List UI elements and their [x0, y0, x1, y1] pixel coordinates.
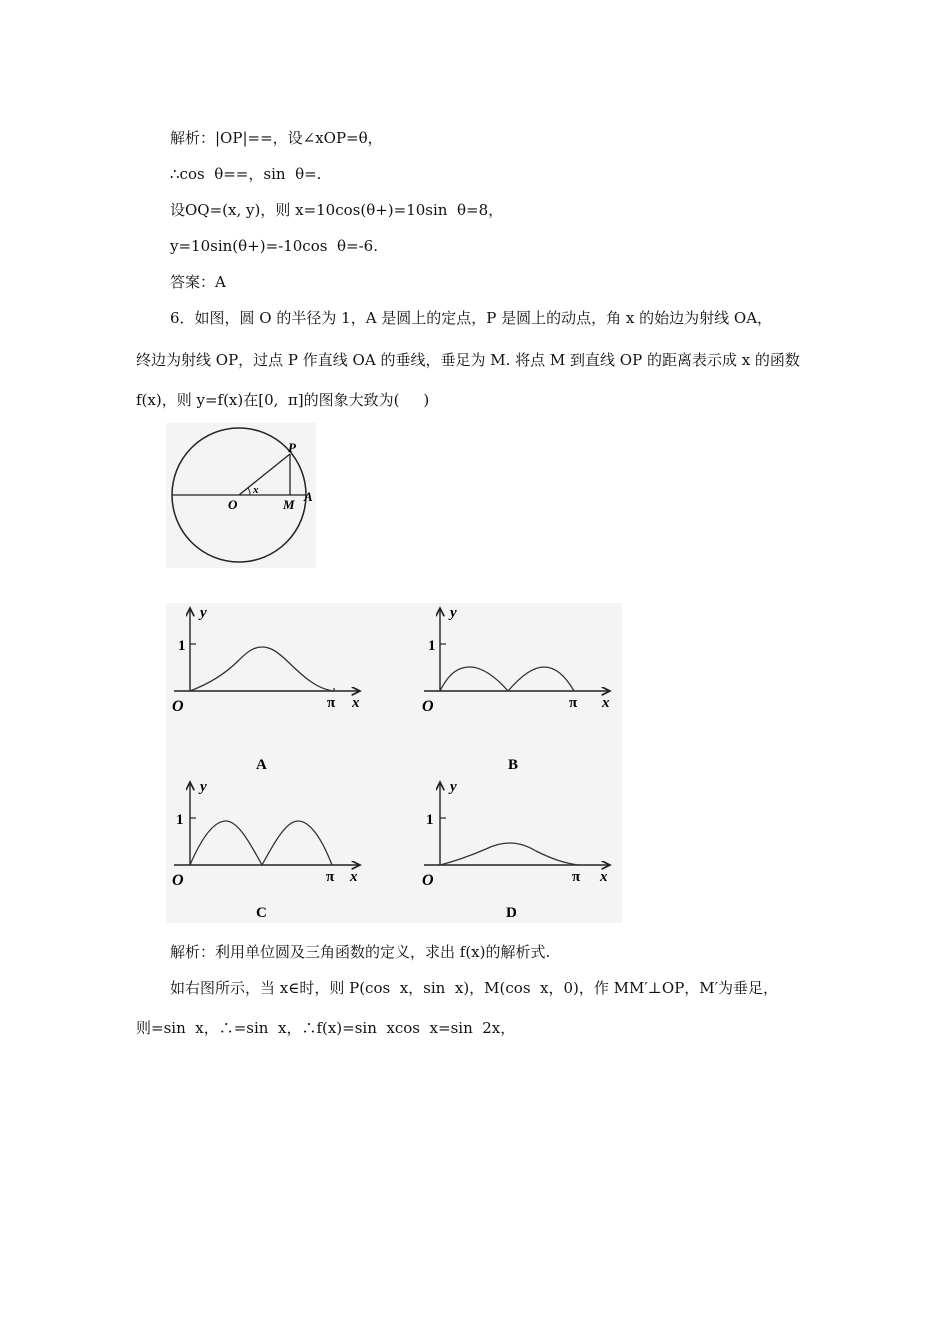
graph-c-x-label: x [350, 869, 358, 885]
label-x: x [253, 484, 259, 496]
graph-b-one-label: 1 [428, 638, 436, 654]
graph-c-one-label: 1 [176, 812, 184, 828]
graph-a-origin-label: O [172, 698, 184, 715]
graph-c-pi-label: π [326, 869, 335, 885]
solution-line-1: 解析：|OP|==，设∠xOP=θ， [170, 129, 383, 147]
graph-a-pi-label: π [327, 695, 336, 711]
graph-a [172, 605, 360, 773]
graph-c-curve [190, 821, 332, 865]
label-m: M [283, 497, 295, 512]
solution-line-2: ∴cos θ==，sin θ=. [170, 165, 322, 183]
graph-b-y-label: y [450, 605, 457, 621]
label-a: A [304, 489, 313, 504]
label-o: O [228, 497, 238, 512]
unit-circle-figure [166, 423, 316, 568]
graph-a-x-label: x [352, 695, 360, 711]
graph-b-option-label: B [508, 757, 519, 773]
graph-d-one-label: 1 [426, 812, 434, 828]
analysis-line-2: 如右图所示，当 x∈时，则 P(cos x，sin x)，M(cos x，0)，作 MM′⊥OP，M′为垂足， [170, 979, 779, 997]
graph-b-pi-label: π [569, 695, 578, 711]
graph-d-origin-label: O [422, 872, 434, 889]
graph-c-option-label: C [256, 905, 267, 921]
analysis-line-3: 则=sin x，∴=sin x，∴f(x)=sin xcos x=sin 2x， [136, 1019, 516, 1037]
graph-b-x-label: x [602, 695, 610, 711]
graph-b-curve [440, 667, 574, 691]
graph-d-option-label: D [506, 905, 517, 921]
option-graphs [166, 603, 622, 923]
graph-d-x-label: x [600, 869, 608, 885]
graph-c [172, 779, 360, 921]
graph-d-pi-label: π [572, 869, 581, 885]
analysis-line-1: 解析：利用单位圆及三角函数的定义，求出 f(x)的解析式. [170, 943, 551, 961]
graph-a-one-label: 1 [178, 638, 186, 654]
graph-c-y-label: y [200, 779, 207, 795]
graph-d-curve [440, 843, 578, 865]
question-6-line-2: 终边为射线 OP，过点 P 作直线 OA 的垂线，垂足为 M. 将点 M 到直线 OP 的距离表示成 x 的函数 [136, 351, 800, 369]
graph-a-curve [190, 647, 334, 691]
label-p: P [288, 440, 296, 455]
graph-d-y-label: y [450, 779, 457, 795]
graph-b [422, 605, 610, 773]
question-6-line-3: f(x)，则 y=f(x)在[0, π]的图象大致为( ) [136, 391, 430, 409]
answer-line: 答案：A [170, 273, 226, 291]
graph-b-origin-label: O [422, 698, 434, 715]
graph-d [422, 779, 610, 921]
question-6-line-1: 6．如图，圆 O 的半径为 1，A 是圆上的定点，P 是圆上的动点，角 x 的始边为射线 OA， [170, 309, 773, 327]
solution-line-3: 设OQ=(x, y)，则 x=10cos(θ+)=10sin θ=8， [170, 201, 504, 219]
graph-a-y-label: y [200, 605, 207, 621]
graph-c-origin-label: O [172, 872, 184, 889]
solution-line-4: y=10sin(θ+)=-10cos θ=-6. [170, 237, 378, 255]
graph-a-option-label: A [256, 757, 267, 773]
